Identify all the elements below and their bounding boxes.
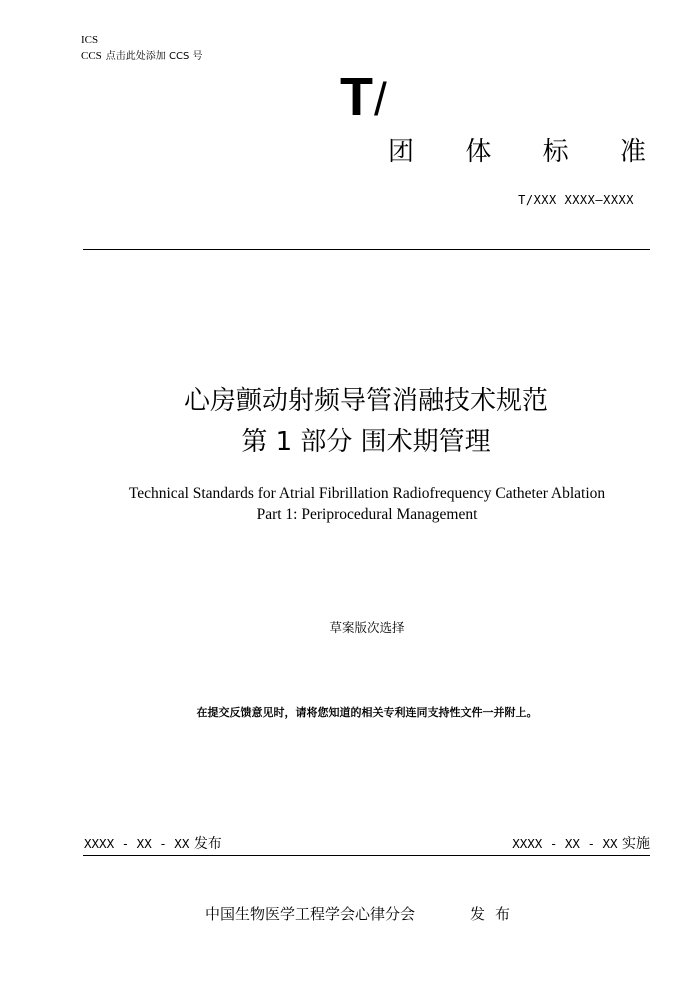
publish-date: XXXX - XX - XX [84, 836, 190, 851]
group-char: 团 [388, 137, 415, 167]
group-char: 准 [619, 137, 646, 167]
patent-notice: 在提交反馈意见时，请将您知道的相关专利连同支持性文件一并附上。 [196, 706, 538, 719]
title-zh-main: 心房颤动射频导管消融技术规范 [183, 386, 548, 416]
group-standard-heading [388, 133, 646, 171]
issue-label: 发布 [470, 905, 521, 923]
implement-date-line [512, 835, 650, 853]
footer-divider [83, 855, 650, 856]
ics-label: ICS [81, 34, 99, 46]
title-en-part: Part 1: Periprocedural Management [256, 506, 478, 523]
ccs-value-field[interactable]: 点击此处添加 CCS 号 [105, 51, 203, 62]
logo-letter: T [340, 67, 374, 127]
ccs-label: CCS [81, 50, 102, 62]
title-en-main: Technical Standards for Atrial Fibrillation Radiofrequency Catheter Ablation [128, 485, 606, 502]
group-char: 体 [465, 137, 492, 167]
issuing-organization: 中国生物医学工程学会心律分会 [205, 905, 416, 923]
ccs-line [81, 49, 202, 64]
draft-version-select[interactable]: 草案版次选择 [329, 620, 405, 635]
publish-label: 发布 [193, 836, 222, 852]
title-zh-part: 第 1 部分 围术期管理 [241, 427, 491, 457]
group-standard-logo [340, 66, 388, 130]
standard-code: T/XXX XXXX—XXXX [518, 193, 634, 207]
header-divider [83, 249, 650, 250]
group-char: 标 [542, 137, 569, 167]
publish-date-line [84, 835, 222, 853]
implement-date: XXXX - XX - XX [512, 836, 618, 851]
logo-slash: / [374, 73, 388, 125]
implement-label: 实施 [622, 836, 650, 852]
